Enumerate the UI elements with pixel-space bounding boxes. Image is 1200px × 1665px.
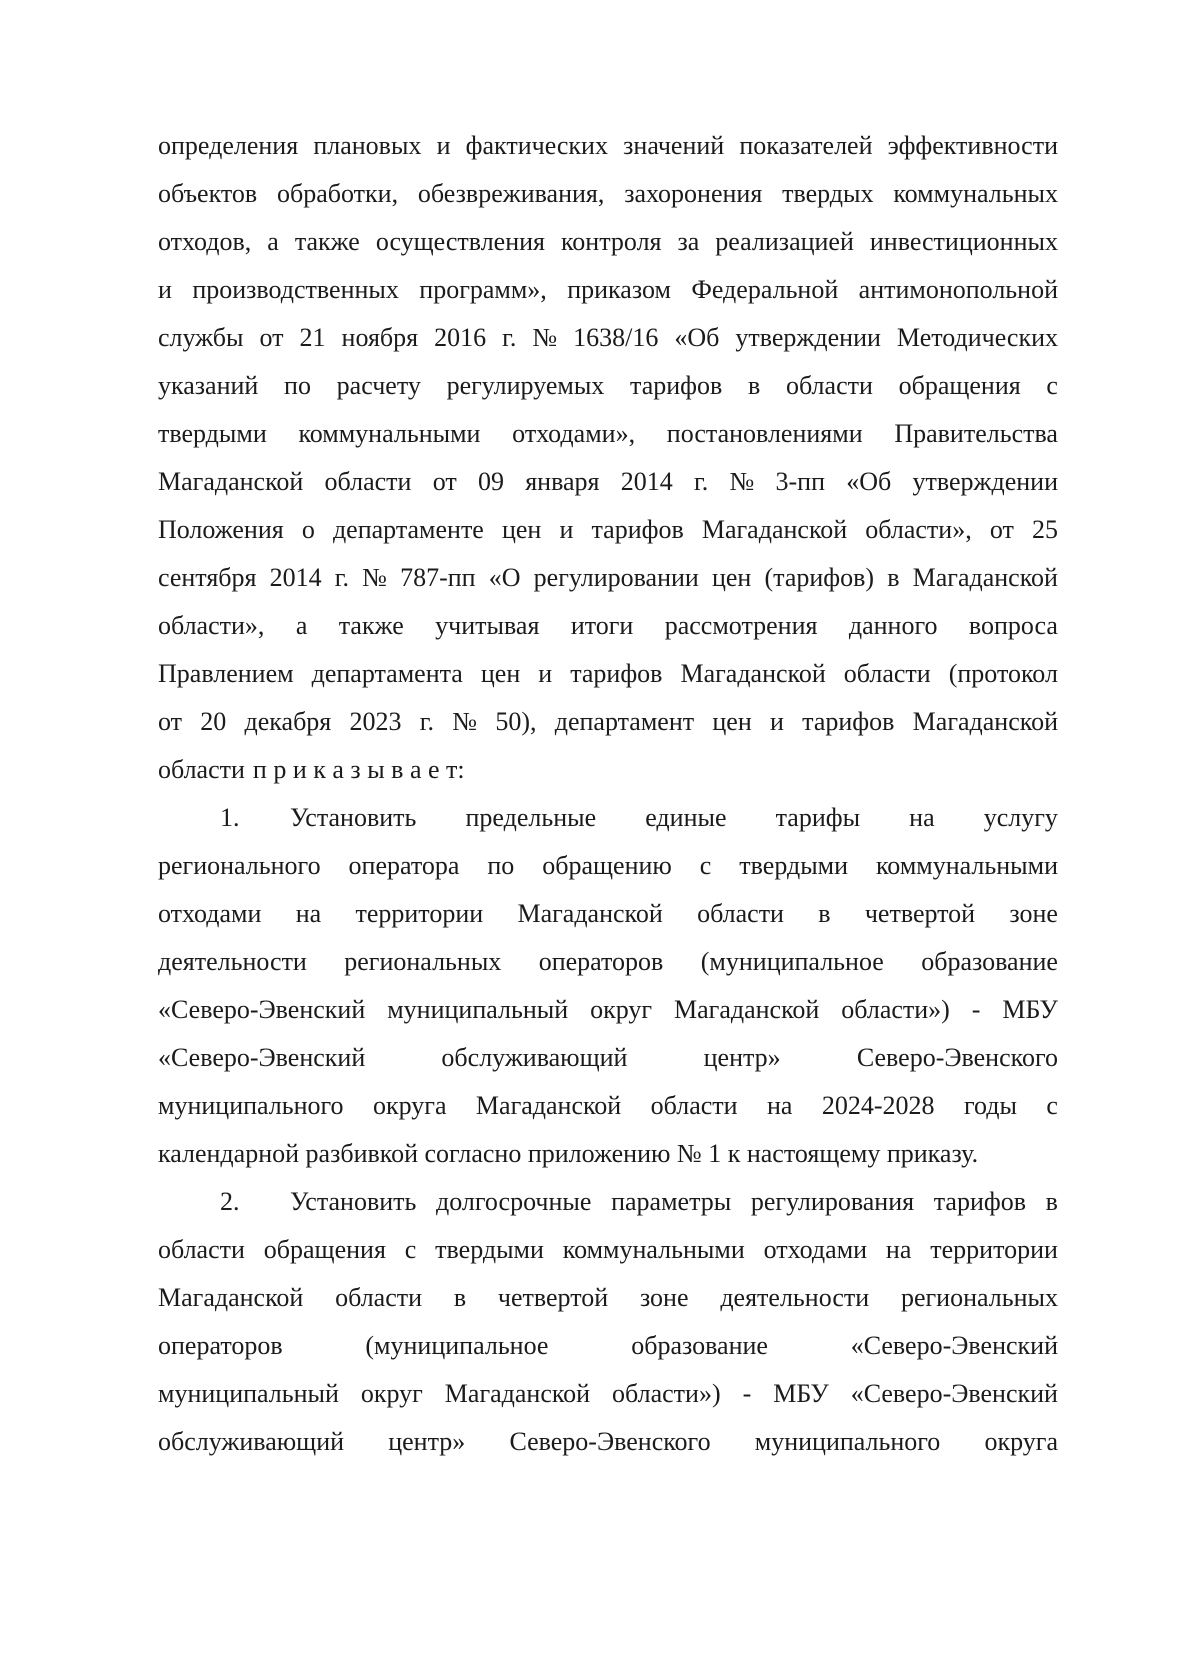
- word: г.: [419, 707, 434, 736]
- word: также: [294, 227, 360, 256]
- word: о: [301, 515, 315, 544]
- word: четвертой: [864, 899, 976, 928]
- word: муниципального: [158, 1091, 344, 1120]
- word: приказом: [567, 275, 671, 304]
- word: реализацией: [715, 227, 854, 256]
- word: инвестиционных: [869, 227, 1058, 256]
- word: обработки,: [277, 179, 399, 208]
- word: параметры: [611, 1187, 732, 1216]
- text-line: [158, 122, 1058, 170]
- word: цен: [711, 563, 752, 592]
- text-line: [158, 266, 1058, 314]
- word: 20: [200, 707, 227, 736]
- word: региональных: [900, 1283, 1058, 1312]
- word: 2014: [620, 467, 673, 496]
- word: Магаданской: [475, 1091, 622, 1120]
- word: Магаданской: [680, 659, 826, 688]
- word: «Об: [674, 323, 720, 352]
- word: также: [338, 611, 404, 640]
- word: учитывая: [435, 611, 540, 640]
- word: и: [559, 515, 574, 544]
- text-line: [158, 1322, 1058, 1370]
- word: области: [843, 659, 931, 688]
- word: службы: [158, 323, 244, 352]
- word: по: [487, 851, 515, 880]
- word: услугу: [983, 803, 1058, 832]
- word: тарифов: [591, 515, 684, 544]
- text-line: [158, 890, 1058, 938]
- word: антимонопольной: [858, 275, 1058, 304]
- word: захоронения: [624, 179, 763, 208]
- word: «Северо-Эвенский: [850, 1331, 1058, 1360]
- word: утверждении: [912, 467, 1058, 496]
- word: января: [525, 467, 600, 496]
- word: и: [538, 659, 553, 688]
- word: области»,: [865, 515, 972, 544]
- word: области: [324, 467, 412, 496]
- word: годы: [963, 1091, 1017, 1120]
- word: зоне: [639, 1283, 689, 1312]
- word: в: [747, 371, 761, 400]
- word: «Северо-Эвенский: [850, 1379, 1058, 1408]
- word: Магаданской: [912, 563, 1058, 592]
- word: рассмотрения: [664, 611, 818, 640]
- text-line: [158, 170, 1058, 218]
- word: итоги: [570, 611, 634, 640]
- text-line: [158, 1130, 1058, 1178]
- word: на: [885, 1235, 912, 1264]
- word: департамент: [554, 707, 695, 736]
- word: контроля: [561, 227, 662, 256]
- word: 25: [1031, 515, 1058, 544]
- text-line: [158, 1178, 1058, 1226]
- command-word: п р и к а з ы в а е т:: [252, 755, 465, 784]
- word: Установить: [290, 803, 417, 832]
- word: муниципальный: [387, 995, 569, 1024]
- word: оператора: [348, 851, 460, 880]
- word: тарифов: [570, 659, 663, 688]
- word: МБУ: [1002, 995, 1058, 1024]
- word: объектов: [158, 179, 258, 208]
- word: сентября: [158, 563, 257, 592]
- word: №: [729, 467, 755, 496]
- word: регулирования: [750, 1187, 915, 1216]
- word: регулируемых: [446, 371, 605, 400]
- word: образование: [631, 1331, 768, 1360]
- word: отходов,: [158, 227, 252, 256]
- word: регионального: [158, 851, 321, 880]
- word: департамента: [311, 659, 463, 688]
- word: тарифов: [630, 371, 723, 400]
- word: МБУ: [773, 1379, 829, 1408]
- word: коммунальных: [893, 179, 1058, 208]
- word: обращению: [542, 851, 672, 880]
- text-line: [158, 1418, 1058, 1466]
- word: на: [909, 803, 935, 832]
- word: территории: [355, 899, 484, 928]
- word: твердыми: [739, 851, 849, 880]
- word: Магаданской: [158, 1283, 304, 1312]
- word: твердыми: [158, 419, 267, 448]
- word: с: [699, 851, 712, 880]
- word: «Об: [846, 467, 892, 496]
- word: твердыми: [435, 1235, 544, 1264]
- word: Правлением: [158, 659, 294, 688]
- word: 1638/16: [573, 323, 659, 352]
- text-line: [158, 1082, 1058, 1130]
- word: Методических: [896, 323, 1058, 352]
- word: на: [766, 1091, 793, 1120]
- word: 2023: [349, 707, 402, 736]
- word: «Северо-Эвенский: [158, 995, 366, 1024]
- word: деятельности: [720, 1283, 870, 1312]
- word: Северо-Эвенского: [856, 1043, 1058, 1072]
- word: Северо-Эвенского: [509, 1427, 711, 1456]
- word: с: [1046, 1091, 1058, 1120]
- word: цен: [480, 659, 521, 688]
- word: в: [887, 563, 900, 592]
- word: области»): [841, 995, 950, 1024]
- text-line-command: [158, 746, 1058, 794]
- word: 21: [299, 323, 326, 352]
- word: муниципального: [754, 1427, 941, 1456]
- word: показателей: [739, 131, 873, 160]
- word: №: [452, 707, 478, 736]
- word: тарифы: [775, 803, 861, 832]
- word: Магаданской: [444, 1379, 591, 1408]
- word: обезвреживания,: [417, 179, 605, 208]
- word: твердых: [782, 179, 874, 208]
- word: (протокол: [948, 659, 1058, 688]
- word: утверждении: [735, 323, 881, 352]
- word: Положения: [158, 515, 284, 544]
- word: цен: [501, 515, 542, 544]
- text-line: [158, 1034, 1058, 1082]
- word: (муниципальное: [700, 947, 884, 976]
- text-line: [158, 458, 1058, 506]
- word: 787-пп: [400, 563, 476, 592]
- word: фактических: [465, 131, 608, 160]
- word: определения: [158, 131, 299, 160]
- word: округ: [360, 1379, 423, 1408]
- word: значений: [623, 131, 725, 160]
- word: Магаданской: [912, 707, 1058, 736]
- word: Правительства: [894, 419, 1058, 448]
- word: эффективности: [887, 131, 1058, 160]
- word: 09: [477, 467, 504, 496]
- word: осуществления: [375, 227, 546, 256]
- word: в: [818, 899, 831, 928]
- text-line: [158, 314, 1058, 362]
- word: области: [335, 1283, 423, 1312]
- word: расчету: [336, 371, 421, 400]
- word: г.: [502, 323, 517, 352]
- word: единые: [645, 803, 727, 832]
- word: производственных: [192, 275, 399, 304]
- word: департаменте: [332, 515, 484, 544]
- word: Магаданской: [674, 995, 820, 1024]
- text-line: [158, 842, 1058, 890]
- word: 50),: [495, 707, 537, 736]
- word: с: [1046, 371, 1058, 400]
- word: в: [453, 1283, 467, 1312]
- word: Магаданской: [701, 515, 848, 544]
- text-line: [158, 362, 1058, 410]
- word: -: [742, 1379, 752, 1408]
- word: «Северо-Эвенский: [158, 1043, 366, 1072]
- word: предельные: [465, 803, 597, 832]
- word: деятельности: [158, 947, 307, 976]
- text-line: [158, 938, 1058, 986]
- word: на: [295, 899, 322, 928]
- word: коммунальными: [876, 851, 1058, 880]
- word: обращения: [898, 371, 1021, 400]
- word: (тарифов): [764, 563, 875, 592]
- word: а: [267, 227, 279, 256]
- text-line: [158, 410, 1058, 458]
- word: и: [436, 131, 451, 160]
- word: 2014: [269, 563, 322, 592]
- word: обслуживающий: [158, 1427, 345, 1456]
- word: в: [1045, 1187, 1058, 1216]
- word: области: [785, 371, 873, 400]
- text-line: [158, 986, 1058, 1034]
- word: -: [971, 995, 981, 1024]
- text-line: [158, 218, 1058, 266]
- word: (муниципальное: [365, 1331, 549, 1360]
- text-line: [158, 1226, 1058, 1274]
- word: операторов: [158, 1331, 283, 1360]
- text-line: [158, 602, 1058, 650]
- text-line: [158, 794, 1058, 842]
- word: операторов: [538, 947, 664, 976]
- word: плановых: [313, 131, 422, 160]
- document-body: [158, 122, 1058, 1466]
- word: коммунальными: [298, 419, 481, 448]
- word: №: [532, 323, 558, 352]
- text-line: [158, 698, 1058, 746]
- word: четвертой: [497, 1283, 609, 1312]
- word: от: [259, 323, 284, 352]
- word-run: календарной разбивкой согласно приложению № 1 к настоящему приказу.: [158, 1139, 979, 1168]
- word: №: [362, 563, 387, 592]
- word: отходами»,: [512, 419, 636, 448]
- word: г.: [334, 563, 349, 592]
- word: центр»: [703, 1043, 781, 1072]
- word: области: [158, 755, 245, 784]
- word: 3-пп: [775, 467, 825, 496]
- word: образование: [921, 947, 1058, 976]
- word: вопроса: [968, 611, 1058, 640]
- word: муниципальный: [158, 1379, 339, 1408]
- word: ноября: [341, 323, 419, 352]
- item-number: 1.: [220, 803, 240, 832]
- word: г.: [693, 467, 709, 496]
- word: области: [158, 1235, 245, 1264]
- word: долгосрочные: [436, 1187, 592, 1216]
- word: от: [158, 707, 183, 736]
- text-line: [158, 554, 1058, 602]
- word: по: [284, 371, 311, 400]
- item-number: 2.: [220, 1187, 240, 1216]
- word: Магаданской: [158, 467, 304, 496]
- word: «О: [488, 563, 521, 592]
- word: региональных: [344, 947, 502, 976]
- word: указаний: [158, 371, 259, 400]
- word: от: [989, 515, 1014, 544]
- word: с: [404, 1235, 417, 1264]
- word: 2024-2028: [821, 1091, 935, 1120]
- word: Федеральной: [691, 275, 839, 304]
- word: области: [650, 1091, 738, 1120]
- word: Магаданской: [517, 899, 663, 928]
- word: обращения: [263, 1235, 386, 1264]
- word: территории: [930, 1235, 1058, 1264]
- word: постановлениями: [666, 419, 863, 448]
- word: центр»: [388, 1427, 466, 1456]
- word: зоне: [1009, 899, 1058, 928]
- word: а: [295, 611, 308, 640]
- text-line: [158, 506, 1058, 554]
- word: программ»,: [419, 275, 547, 304]
- word: данного: [848, 611, 938, 640]
- word: 2016: [434, 323, 487, 352]
- word: коммунальными: [562, 1235, 745, 1264]
- word: за: [677, 227, 700, 256]
- word: обслуживающий: [441, 1043, 628, 1072]
- word: тарифов: [802, 707, 895, 736]
- word: округа: [372, 1091, 447, 1120]
- text-line: [158, 650, 1058, 698]
- text-line: [158, 1370, 1058, 1418]
- word: отходами: [763, 1235, 868, 1264]
- text-line: [158, 1274, 1058, 1322]
- word: регулировании: [533, 563, 699, 592]
- word: области»,: [158, 611, 265, 640]
- word: округ: [590, 995, 653, 1024]
- word: и: [158, 275, 172, 304]
- word: Установить: [290, 1187, 417, 1216]
- word: области: [697, 899, 784, 928]
- word: области»): [612, 1379, 721, 1408]
- word: цен: [712, 707, 752, 736]
- word: тарифов: [933, 1187, 1027, 1216]
- word: от: [432, 467, 457, 496]
- word: округа: [984, 1427, 1058, 1456]
- word: отходами: [158, 899, 262, 928]
- word: декабря: [244, 707, 332, 736]
- word: и: [769, 707, 784, 736]
